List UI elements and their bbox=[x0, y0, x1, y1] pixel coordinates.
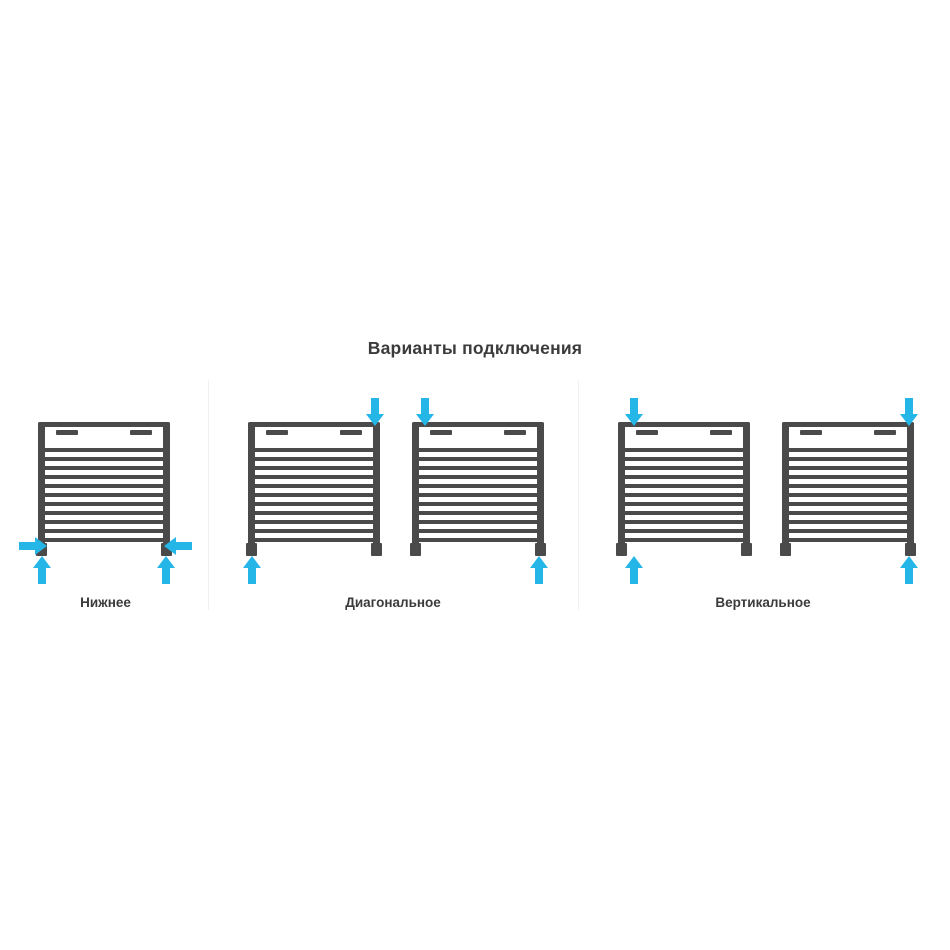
radiator-stub-left bbox=[410, 543, 421, 556]
radiator-bottom-1 bbox=[38, 422, 170, 547]
radiator-rungs bbox=[785, 435, 911, 539]
connection-group-bottom bbox=[8, 390, 203, 630]
group-separator-2 bbox=[578, 380, 579, 610]
connection-group-vertical bbox=[588, 390, 938, 630]
radiator-stub-right bbox=[535, 543, 546, 556]
radiator-rungs bbox=[41, 435, 167, 539]
radiator-stub-right bbox=[905, 543, 916, 556]
radiator-vertical-1 bbox=[618, 422, 750, 547]
group-label-bottom: Нижнее bbox=[80, 595, 131, 610]
group-separator-1 bbox=[208, 380, 209, 610]
radiator-vertical-2 bbox=[782, 422, 914, 547]
radiator-stub-right bbox=[741, 543, 752, 556]
group-label-diagonal: Диагональное bbox=[345, 595, 441, 610]
radiator-diagonal-1 bbox=[248, 422, 380, 547]
radiator-stub-left bbox=[246, 543, 257, 556]
group-label-vertical: Вертикальное bbox=[715, 595, 811, 610]
connection-group-diagonal bbox=[218, 390, 568, 630]
radiator-top-bar bbox=[782, 422, 914, 427]
radiator-stub-left bbox=[780, 543, 791, 556]
radiator-top-bar bbox=[248, 422, 380, 427]
radiator-stub-left bbox=[616, 543, 627, 556]
radiator-rungs bbox=[621, 435, 747, 539]
radiator-diagonal-2 bbox=[412, 422, 544, 547]
radiator-rungs bbox=[251, 435, 377, 539]
radiator-stub-right bbox=[371, 543, 382, 556]
radiator-top-bar bbox=[38, 422, 170, 427]
diagram-title: Варианты подключения bbox=[367, 338, 583, 358]
radiator-rungs bbox=[415, 435, 541, 539]
